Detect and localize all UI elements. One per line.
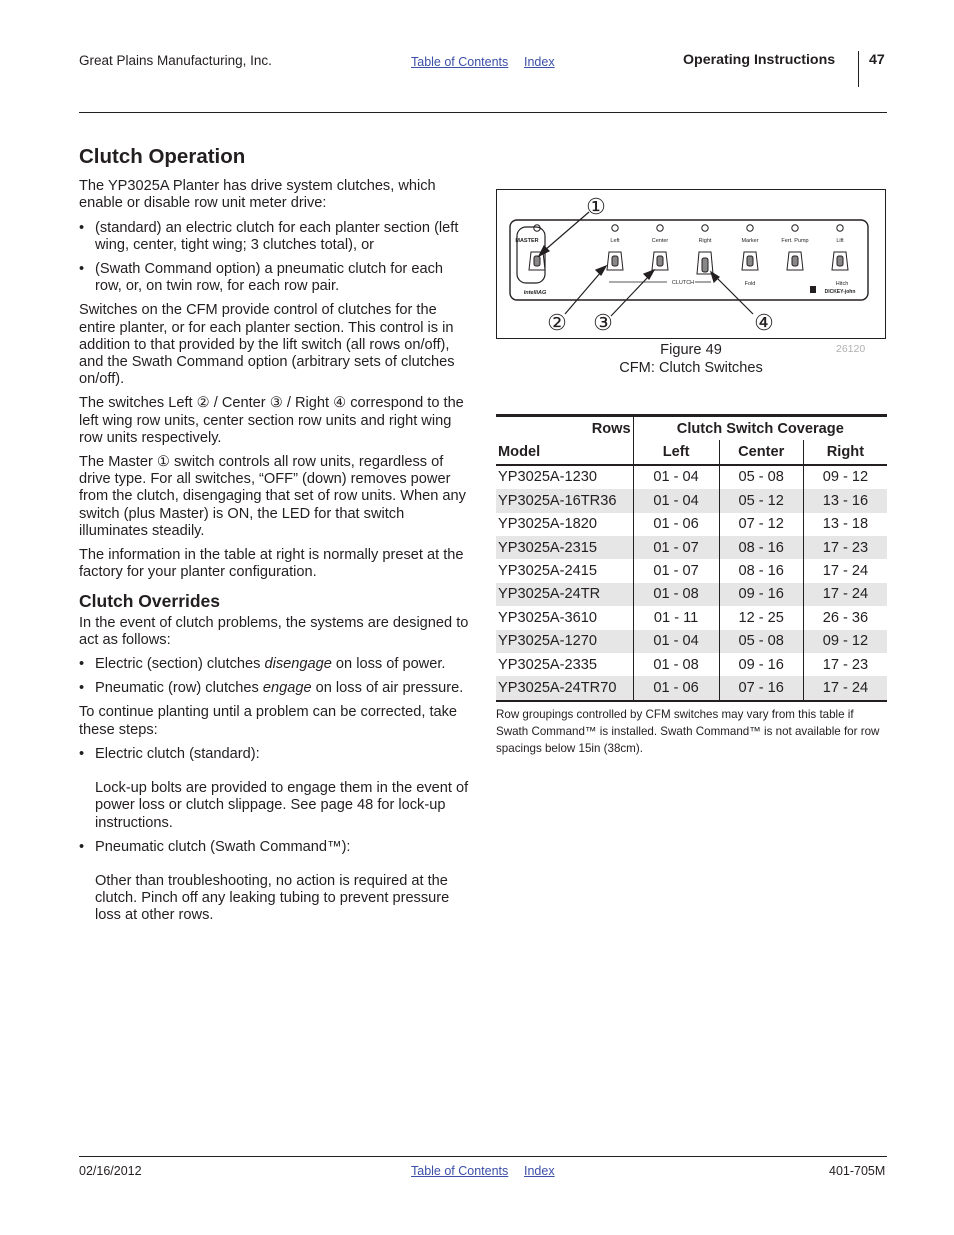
switch-label: Center: [651, 238, 669, 244]
table-row: [496, 676, 887, 700]
fold-label: Fold: [744, 281, 756, 287]
cell: 01 - 07: [633, 559, 719, 582]
table-row: [496, 536, 887, 559]
index-link-header[interactable]: Index: [524, 55, 555, 69]
text-span: Pneumatic (row) clutches: [95, 680, 263, 697]
toc-link-footer[interactable]: Table of Contents: [411, 1164, 509, 1178]
cell: 01 - 06: [633, 513, 719, 536]
cell: 17 - 23: [803, 536, 887, 559]
cell: YP3025A-24TR70: [496, 676, 633, 700]
cfm-panel-illustration: [497, 190, 885, 338]
footer-rule: [79, 1156, 887, 1157]
cell: 01 - 04: [633, 465, 719, 489]
callout-1: ①: [586, 194, 606, 219]
toc-link-header[interactable]: Table of Contents: [411, 55, 509, 69]
clutch-type-list: [79, 220, 471, 296]
intro-text: The YP3025A Planter has drive system clutches, which enable or disable row unit meter drive:: [79, 178, 436, 212]
callout-4: ④: [754, 310, 774, 335]
cell: 07 - 12: [719, 513, 803, 536]
figure-caption-title: CFM: Clutch Switches: [619, 360, 763, 376]
company-name: Great Plains Manufacturing, Inc.: [79, 53, 272, 68]
table-row: [496, 559, 887, 582]
cell: 17 - 24: [822, 563, 869, 580]
header-divider: [858, 51, 859, 87]
emphasis: engage: [262, 680, 312, 697]
switch-label: Left: [610, 238, 620, 244]
table-header-row: [496, 416, 887, 441]
table-row: [496, 583, 887, 606]
list-item: [79, 839, 471, 925]
cell: YP3025A-2315: [496, 536, 633, 559]
cell: YP3025A-2415: [496, 559, 633, 582]
cell: 01 - 08: [633, 653, 719, 676]
list-item: • (Swath Command option) a pneumatic clutch for each row, or, on twin row, for each row pair.: [79, 261, 471, 295]
index-link-footer[interactable]: Index: [524, 1164, 555, 1178]
cell: 08 - 16: [719, 536, 803, 559]
model-column-header: Model: [496, 440, 633, 464]
cell: 17 - 23: [822, 656, 869, 673]
cell: 09 - 12: [803, 630, 887, 653]
dickey-john-logo: DICKEY-john: [824, 289, 856, 295]
table-row: [496, 513, 887, 536]
clutch-coverage-table: [496, 414, 887, 702]
footer-date: 02/16/2012: [79, 1164, 142, 1178]
cell: 17 - 24: [803, 676, 887, 700]
cell: YP3025A-2335: [496, 653, 633, 676]
table-row: [496, 653, 887, 676]
doc-number: 401-705M: [829, 1164, 886, 1178]
rows-header: Rows: [496, 416, 633, 441]
cell: 13 - 18: [822, 516, 869, 533]
callout-2: ②: [547, 310, 567, 335]
page-heading: Clutch Operation: [79, 145, 246, 168]
table-note: Row groupings controlled by CFM switches may vary from this table if Swath Command™ is installed. Swath Command™ is not available for row spacings below 15in (38cm).: [496, 708, 880, 755]
cell: 01 - 04: [633, 489, 719, 512]
switch-label: MASTER: [515, 238, 539, 244]
text-span: on loss of air pressure.: [311, 680, 464, 697]
table-row: [496, 465, 887, 489]
cell: 17 - 24: [803, 583, 887, 606]
cell: 26 - 36: [822, 609, 869, 626]
cell: 01 - 11: [633, 606, 719, 629]
figure-caption-number: Figure 49: [660, 342, 722, 358]
intelliag-logo: IntelliAG: [523, 290, 547, 296]
left-column-header: Left: [633, 440, 719, 464]
steps-list: [79, 746, 471, 925]
dickey-john-logo-mark: [810, 286, 816, 293]
cfm-figure: [496, 189, 886, 339]
emphasis: disengage: [264, 656, 332, 673]
continue-paragraph: To continue planting until a problem can be corrected, take these steps:: [79, 704, 458, 738]
table-row: [496, 489, 887, 512]
table-row: [496, 630, 887, 653]
list-item: [79, 746, 471, 832]
cell: 09 - 16: [719, 583, 803, 606]
right-column-header: Right: [826, 444, 865, 461]
cell: YP3025A-3610: [496, 606, 633, 629]
cell: 09 - 12: [822, 469, 869, 486]
clutch-label: CLUTCH: [671, 280, 695, 286]
page-number: 47: [869, 52, 885, 68]
switch-label: Marker: [741, 238, 759, 244]
list-item: • (standard) an electric clutch for each planter section (left wing, center, tight wing; 3 clutches total), or: [79, 220, 471, 254]
table-column-row: [496, 440, 887, 464]
cell: 09 - 16: [719, 653, 803, 676]
switch-label: Lift: [836, 238, 844, 244]
cell: YP3025A-1820: [496, 513, 633, 536]
cell: YP3025A-24TR: [496, 583, 633, 606]
cell: 08 - 16: [719, 559, 803, 582]
switch-label: Fert. Pump: [781, 238, 809, 244]
text-span: on loss of power.: [331, 656, 446, 673]
cell: 12 - 25: [719, 606, 803, 629]
center-column-header: Center: [719, 440, 803, 464]
section-title: Operating Instructions: [683, 52, 836, 68]
figure-number: 26120: [836, 343, 866, 355]
list-item: [79, 680, 471, 697]
switches-paragraph: The switches Left ② / Center ③ / Right ④ correspond to the left wing row units, center section row units and right wing row units respectively.: [79, 395, 464, 446]
cfm-paragraph: Switches on the CFM provide control of clutches for the entire planter, or for each planter section. This control is in addition to that provided by the lift switch (all rows on/off), and the Swath Command option (arbitrary sets of clutches on/off).: [79, 302, 455, 388]
overrides-list: [79, 656, 471, 697]
master-paragraph: The Master ① switch controls all row units, regardless of drive type. For all switches, “OFF” (down) removes power from the clutch, disengaging that set of row units. When any switch (plus Master) is ON, the LED for that switch illuminates steadily.: [79, 454, 466, 539]
step-text: Other than troubleshooting, no action is required at the clutch. Pinch off any leaking tubing to prevent pressure loss at other rows.: [95, 872, 450, 924]
cell: 07 - 16: [719, 676, 803, 700]
text-span: Electric (section) clutches: [95, 656, 265, 673]
cell: YP3025A-1270: [496, 630, 633, 653]
cell: YP3025A-1230: [496, 465, 633, 489]
hitch-label: Hitch: [835, 281, 849, 287]
overrides-intro: In the event of clutch problems, the systems are designed to act as follows:: [79, 614, 469, 648]
step-text: Lock-up bolts are provided to engage them in the event of power loss or clutch slippage. See page 48 for lock-up instructions.: [95, 780, 469, 831]
header-rule: [79, 112, 887, 113]
switch-label: Right: [698, 238, 712, 244]
list-item: [79, 656, 471, 673]
step-title: Pneumatic clutch (Swath Command™):: [95, 838, 351, 855]
cell: 05 - 08: [719, 630, 803, 653]
main-content: [79, 145, 471, 932]
table-row: [496, 606, 887, 629]
cell: 05 - 08: [719, 465, 803, 489]
cell: 05 - 12: [719, 489, 803, 512]
overrides-heading: Clutch Overrides: [79, 591, 221, 612]
cell: 01 - 06: [633, 676, 719, 700]
cell: YP3025A-16TR36: [496, 489, 633, 512]
cell: 13 - 16: [803, 489, 887, 512]
callout-3: ③: [593, 310, 613, 335]
cell: 01 - 08: [633, 583, 719, 606]
step-title: Electric clutch (standard):: [95, 745, 260, 762]
coverage-header: Clutch Switch Coverage: [676, 420, 844, 437]
cell: 01 - 04: [633, 630, 719, 653]
preset-paragraph: The information in the table at right is normally preset at the factory for your planter configuration.: [79, 547, 464, 581]
cell: 01 - 07: [633, 536, 719, 559]
